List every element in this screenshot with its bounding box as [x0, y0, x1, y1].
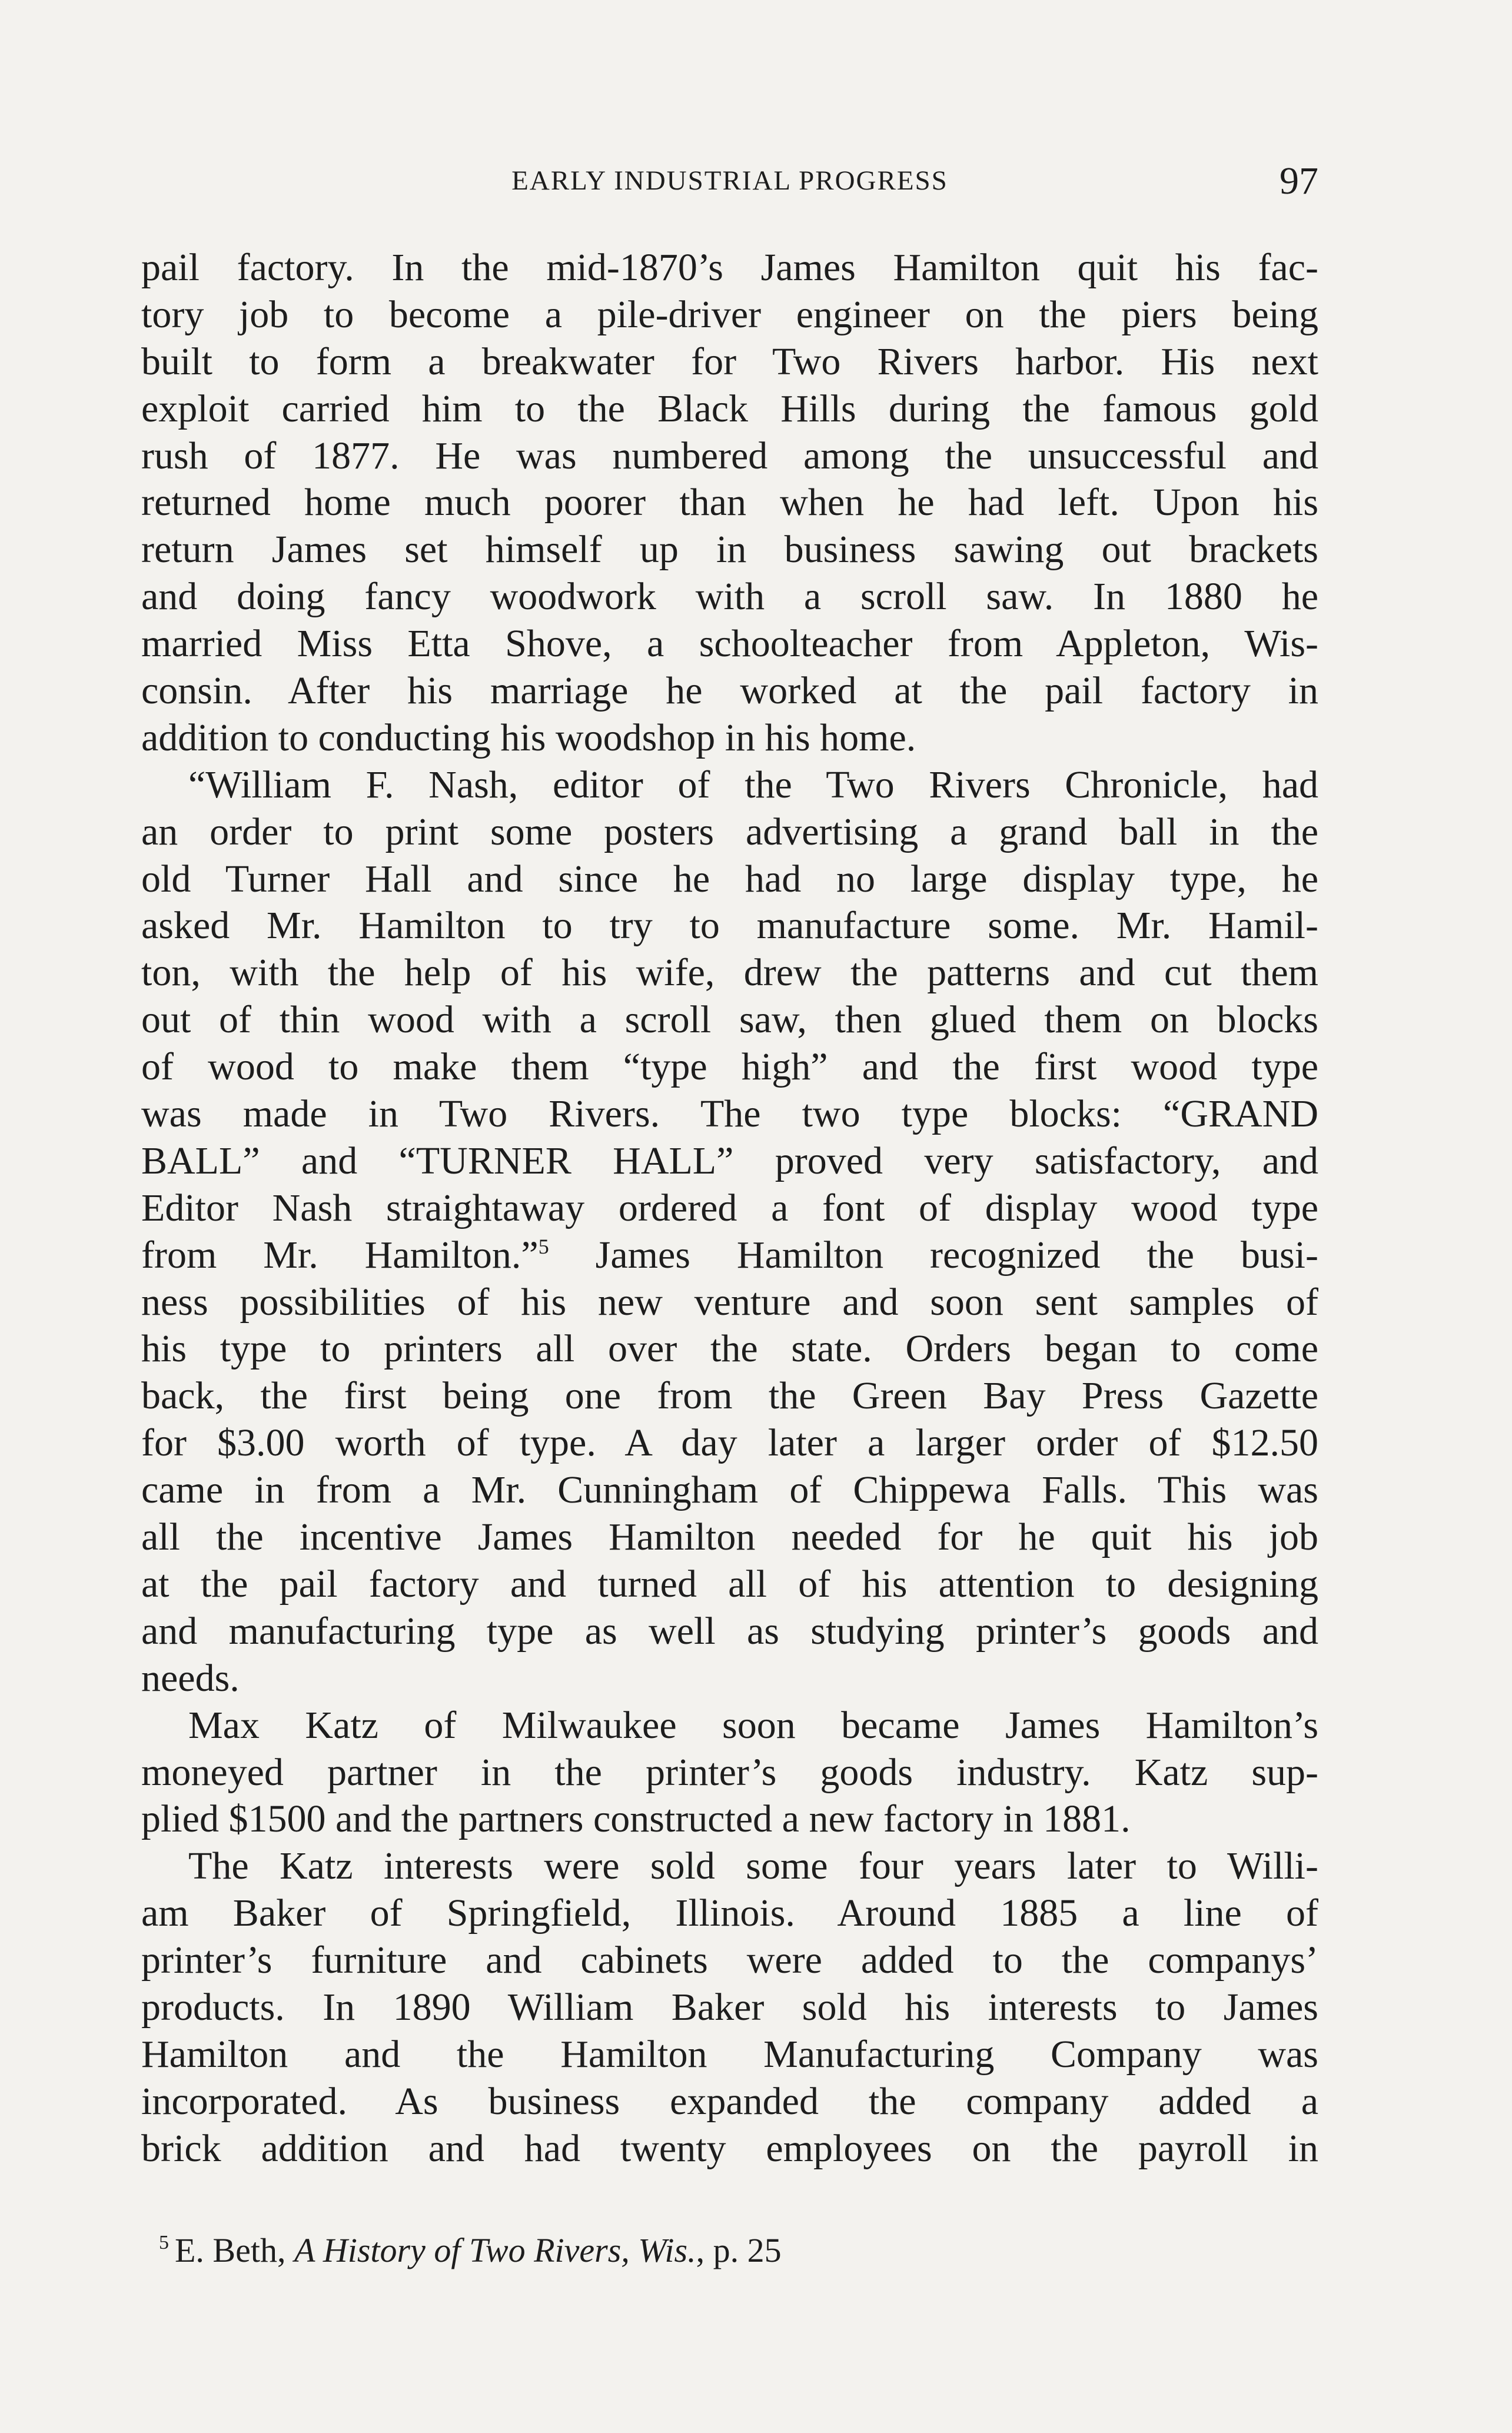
text-line: exploit carried him to the Black Hills during the famous gold	[141, 387, 1318, 430]
text-segment: James Hamilton recognized the busi-	[549, 1233, 1318, 1277]
text-line: Max Katz of Milwaukee soon became James Hamilton’s	[188, 1703, 1318, 1747]
running-head	[141, 159, 1318, 212]
text-line: plied $1500 and the partners constructed a new factory in 1881.	[141, 1797, 1131, 1841]
text-line: “William F. Nash, editor of the Two Rivers Chronicle, had	[188, 763, 1318, 806]
text-line: and manufacturing type as well as studying printer’s goods and	[141, 1609, 1318, 1653]
text-line-with-footnote	[141, 1232, 1318, 1279]
text-line: pail factory. In the mid-1870’s James Hamilton quit his fac-	[141, 246, 1318, 289]
text-line: an order to print some posters advertising a grand ball in the	[141, 810, 1318, 853]
text-line: tory job to become a pile-driver engineer on the piers being	[141, 293, 1318, 336]
text-line: and doing fancy woodwork with a scroll saw. In 1880 he	[141, 575, 1318, 619]
text-line: was made in Two Rivers. The two type blocks: “GRAND	[141, 1092, 1318, 1136]
text-line: needs.	[141, 1656, 240, 1700]
text-line: of wood to make them “type high” and the first wood type	[141, 1045, 1318, 1089]
text-line: addition to conducting his woodshop in his home.	[141, 716, 916, 759]
text-line: built to form a breakwater for Two Rivers harbor. His next	[141, 340, 1318, 383]
text-line: rush of 1877. He was numbered among the unsuccessful and	[141, 434, 1318, 477]
footnote-page: , p. 25	[696, 2231, 782, 2269]
text-line: consin. After his marriage he worked at the pail factory in	[141, 669, 1318, 713]
text-line: for $3.00 worth of type. A day later a larger order of $12.50	[141, 1421, 1318, 1465]
text-line: return James set himself up in business sawing out brackets	[141, 528, 1318, 571]
text-line: BALL” and “TURNER HALL” proved very satisfactory, and	[141, 1139, 1318, 1182]
text-line: his type to printers all over the state. Orders began to come	[141, 1327, 1318, 1371]
text-line: asked Mr. Hamilton to try to manufacture some. Mr. Hamil-	[141, 904, 1318, 948]
text-line: married Miss Etta Shove, a schoolteacher from Appleton, Wis-	[141, 622, 1318, 666]
text-line: ness possibilities of his new venture and soon sent samples of	[141, 1280, 1318, 1324]
page-number: 97	[1280, 159, 1318, 202]
footnote	[159, 2231, 1318, 2270]
body-text	[141, 244, 1318, 2172]
text-line: The Katz interests were sold some four years later to Willi-	[188, 1844, 1318, 1888]
text-line: brick addition and had twenty employees on the payroll in	[141, 2126, 1318, 2170]
footnote-mark: 5	[159, 2232, 169, 2253]
text-line: at the pail factory and turned all of his attention to designing	[141, 1562, 1318, 1606]
text-segment: from Mr. Hamilton.”	[141, 1233, 539, 1277]
text-line: ton, with the help of his wife, drew the patterns and cut them	[141, 951, 1318, 995]
text-line: products. In 1890 William Baker sold his interests to James	[141, 1985, 1318, 2029]
text-line: came in from a Mr. Cunningham of Chippewa Falls. This was	[141, 1468, 1318, 1512]
text-line: returned home much poorer than when he had left. Upon his	[141, 481, 1318, 524]
footnote-author: E. Beth,	[175, 2231, 294, 2269]
footnote-title: A History of Two Rivers, Wis.	[294, 2231, 696, 2269]
text-line: back, the first being one from the Green Bay Press Gazette	[141, 1374, 1318, 1418]
text-line: printer’s furniture and cabinets were added to the companys’	[141, 1939, 1318, 1982]
text-line: out of thin wood with a scroll saw, then glued them on blocks	[141, 998, 1318, 1042]
text-line: moneyed partner in the printer’s goods industry. Katz sup-	[141, 1750, 1318, 1794]
text-line: old Turner Hall and since he had no large display type, he	[141, 857, 1318, 900]
text-line: incorporated. As business expanded the company added a	[141, 2079, 1318, 2123]
running-title: EARLY INDUSTRIAL PROGRESS	[511, 165, 948, 196]
text-line: Hamilton and the Hamilton Manufacturing Company was	[141, 2032, 1318, 2076]
text-line: all the incentive James Hamilton needed for he quit his job	[141, 1515, 1318, 1559]
text-line: Editor Nash straightaway ordered a font of display wood type	[141, 1186, 1318, 1229]
footnote-reference: 5	[538, 1234, 549, 1258]
text-line: am Baker of Springfield, Illinois. Around 1885 a line of	[141, 1892, 1318, 1935]
